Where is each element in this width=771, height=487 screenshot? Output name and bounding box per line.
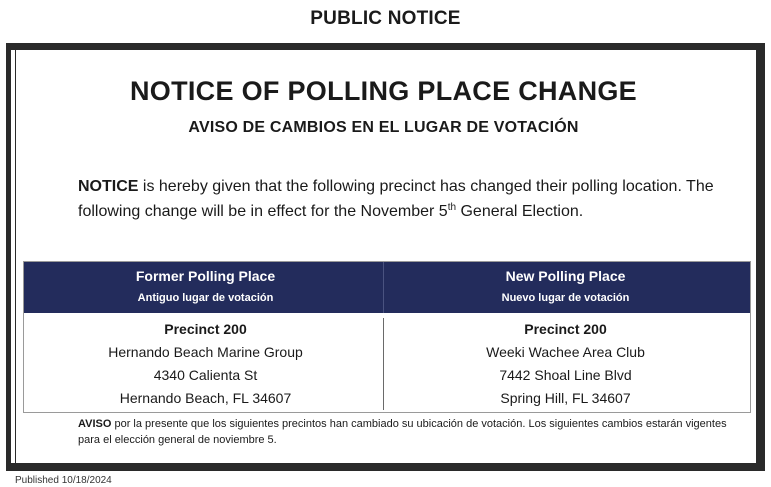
- notice-body: [78, 174, 718, 224]
- notice-lead: NOTICE: [78, 178, 139, 195]
- new-street: 7442 Shoal Line Blvd: [499, 367, 632, 383]
- aviso-text: [78, 416, 738, 448]
- new-heading-es: Nuevo lugar de votación: [501, 292, 630, 304]
- public-notice-header: PUBLIC NOTICE: [310, 8, 461, 29]
- former-heading-es: Antiguo lugar de votación: [137, 292, 274, 304]
- table-header: [24, 262, 750, 313]
- notice-body-part2: General Election.: [456, 203, 584, 220]
- frame-inner-line: [15, 50, 16, 463]
- former-precinct: Precinct 200: [164, 321, 247, 337]
- former-details: [24, 318, 387, 410]
- polling-place-table: [23, 261, 751, 413]
- notice-title: NOTICE OF POLLING PLACE CHANGE: [129, 76, 637, 106]
- notice-body-part1: is hereby given that the following precinct has changed their polling location. The following change will be in effect for the November 5: [78, 178, 714, 220]
- new-name: Weeki Wachee Area Club: [486, 344, 645, 360]
- aviso-body: por la presente que los siguientes precintos han cambiado su ubicación de votación. Los siguientes cambios estarán vigentes para el elección general de noviembre 5.: [78, 418, 727, 446]
- former-heading-cell: [24, 262, 387, 313]
- former-street: 4340 Calienta St: [153, 367, 258, 383]
- new-heading-cell: [384, 262, 747, 313]
- new-details: [384, 318, 747, 410]
- former-heading: Former Polling Place: [135, 268, 276, 284]
- new-city: Spring Hill, FL 34607: [500, 390, 631, 406]
- published-date: Published 10/18/2024: [15, 475, 112, 486]
- aviso-lead: AVISO: [78, 418, 112, 430]
- former-name: Hernando Beach Marine Group: [108, 344, 303, 360]
- notice-body-sup: th: [447, 202, 457, 213]
- new-precinct: Precinct 200: [524, 321, 607, 337]
- notice-subtitle: AVISO DE CAMBIOS EN EL LUGAR DE VOTACIÓN: [188, 119, 579, 136]
- new-heading: New Polling Place: [505, 268, 626, 284]
- former-city: Hernando Beach, FL 34607: [119, 390, 292, 406]
